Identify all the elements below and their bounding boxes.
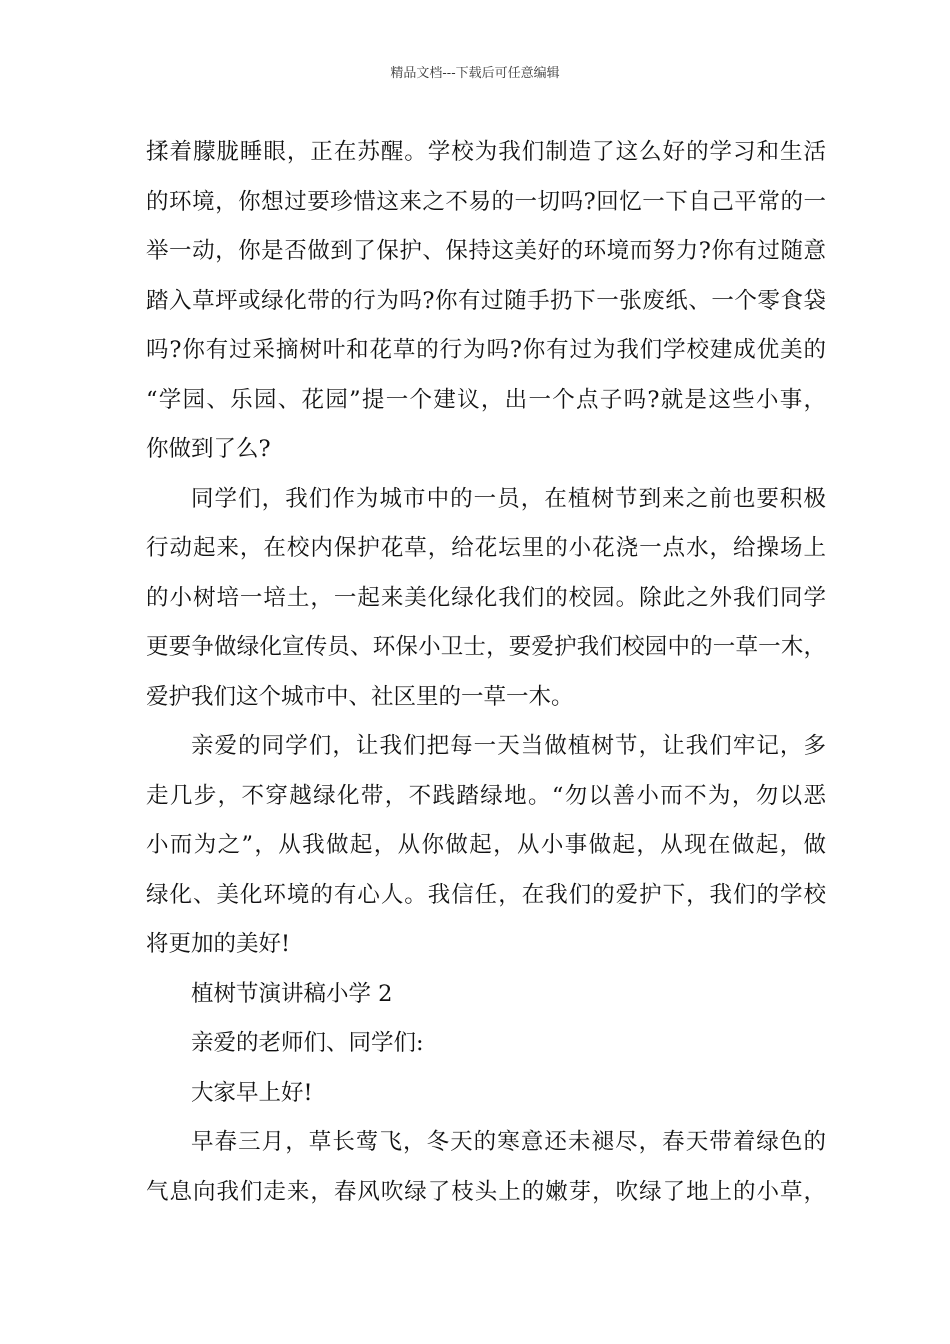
text-line: 将更加的美好!	[146, 931, 291, 957]
greeting: 大家早上好!	[191, 1079, 313, 1106]
text-line: 亲爱的同学们，让我们把每一天当做植树节，让我们牢记，多	[191, 733, 826, 759]
text-line: 揉着朦胧睡眼，正在苏醒。学校为我们制造了这么好的学习和生活	[146, 139, 826, 165]
text-line: 更要争做绿化宣传员、环保小卫士，要爱护我们校园中的一草一木，	[146, 634, 826, 660]
salutation: 亲爱的老师们、同学们:	[191, 1030, 424, 1056]
document-body	[146, 128, 826, 1217]
text-line: 早春三月，草长莺飞，冬天的寒意还未褪尽，春天带着绿色的	[191, 1129, 826, 1155]
text-line: 同学们，我们作为城市中的一员，在植树节到来之前也要积极	[191, 485, 826, 512]
text-line: 你做到了么?	[146, 436, 271, 462]
text-line: 行动起来，在校内保护花草，给花坛里的小花浇一点水，给操场上	[146, 535, 826, 561]
text-line: 踏入草坪或绿化带的行为吗?你有过随手扔下一张废纸、一个零食袋	[146, 287, 826, 314]
text-line: 举一动，你是否做到了保护、保持这美好的环境而努力?你有过随意	[146, 238, 826, 264]
text-line: 绿化、美化环境的有心人。我信任，在我们的爱护下，我们的学校	[146, 881, 826, 908]
text-line: 的环境，你想过要珍惜这来之不易的一切吗?回忆一下自己平常的一	[146, 188, 826, 215]
text-line: 小而为之”，从我做起，从你做起，从小事做起，从现在做起，做	[146, 832, 826, 858]
text-line: 走几步，不穿越绿化带，不践踏绿地。“勿以善小而不为，勿以恶	[146, 782, 826, 809]
page-header: 精品文档---下载后可任意编辑	[390, 66, 560, 81]
text-line: “学园、乐园、花园”提一个建议，出一个点子吗?就是这些小事，	[146, 386, 826, 413]
text-line: 的小树培一培土，一起来美化绿化我们的校园。除此之外我们同学	[146, 584, 826, 611]
text-line: 爱护我们这个城市中、社区里的一草一木。	[146, 683, 574, 710]
text-line: 吗?你有过采摘树叶和花草的行为吗?你有过为我们学校建成优美的	[146, 337, 826, 363]
section-heading: 植树节演讲稿小学 2	[191, 980, 393, 1007]
text-line: 气息向我们走来，春风吹绿了枝头上的嫩芽，吹绿了地上的小草，	[146, 1178, 826, 1205]
